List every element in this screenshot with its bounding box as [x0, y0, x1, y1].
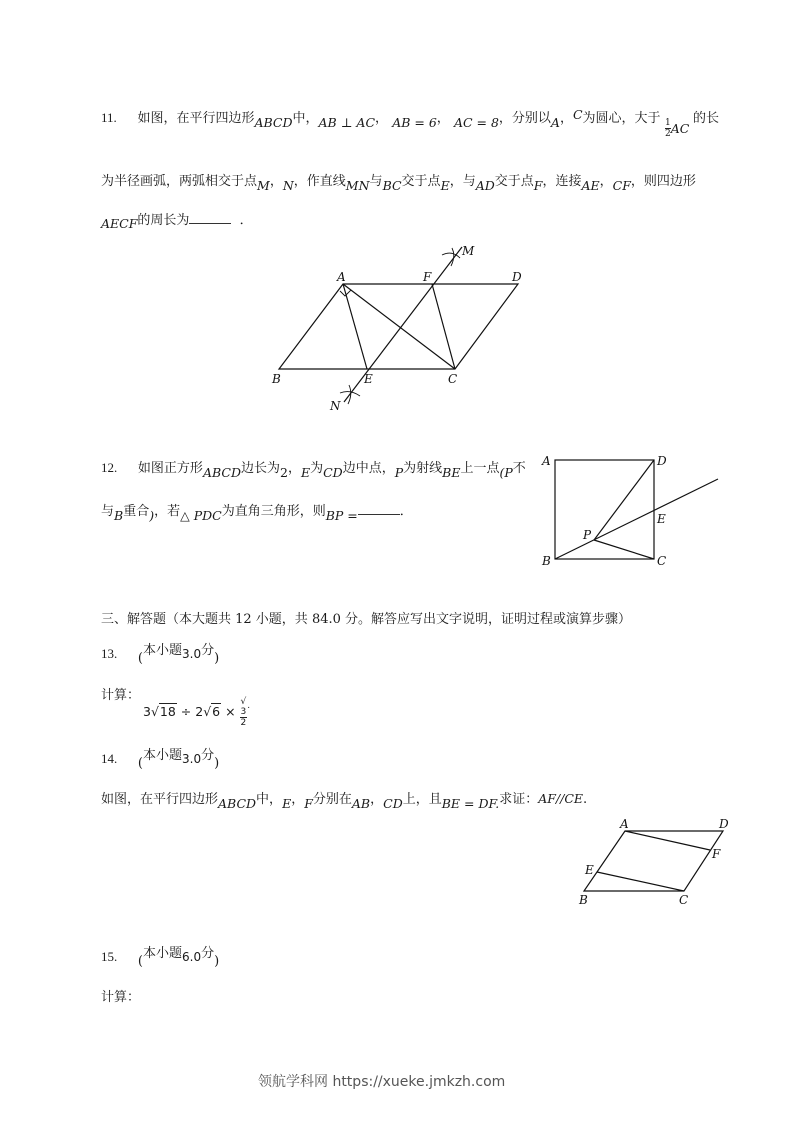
q13-expression: 3√18 ÷ 2√6 × √ 3 2 .: [143, 697, 251, 728]
label-d: D: [512, 270, 522, 284]
q11-line2: 为半径画弧，两弧相交于点M，N，作直线MN与BC交于点E，与AD交于点F，连接AE，CF，则四边形: [101, 174, 696, 193]
label-n: N: [330, 399, 341, 413]
label-f: F: [712, 847, 721, 861]
q11-line1-end: 的长: [693, 111, 720, 126]
label-a: A: [542, 454, 551, 468]
section-heading: 三、解答题（本大题共 12 小题，共 84.0 分。解答应写出文字说明，证明过程或演算步骤）: [101, 612, 632, 627]
answer-blank: [358, 504, 400, 515]
q14-statement: 如图，在平行四边形ABCD中，E，F分别在AB，CD上，且BE = DF.求证：AF//CE.: [101, 791, 588, 811]
q12-line1: 12. 如图正方形ABCD边长为2，E为CD边中点，P为射线BE上一点(P不: [101, 460, 526, 480]
label-e: E: [364, 372, 373, 386]
label-d: D: [719, 817, 729, 831]
q14-parallelogram-figure: [570, 810, 740, 910]
q11-line3: AECF的周长为 ．: [101, 213, 253, 231]
label-c: C: [679, 893, 689, 907]
q11-parallelogram-figure: [0, 0, 793, 430]
q15-header: 15. (本小题6.0分): [101, 946, 220, 969]
label-c: C: [448, 372, 458, 386]
label-f: F: [423, 270, 432, 284]
label-a: A: [620, 817, 629, 831]
label-b: B: [272, 372, 281, 386]
label-e: E: [585, 863, 594, 877]
q12-line2: 与B重合)，若△ PDC为直角三角形，则BP = ．: [101, 504, 413, 523]
q13-header: 13. (本小题3.0分): [101, 643, 220, 666]
label-a: A: [337, 270, 346, 284]
q12-square-figure: [530, 445, 730, 580]
footer-watermark: 领航学科网 https://xueke.jmkzh.com: [258, 1074, 506, 1090]
q15-prompt: 计算：: [101, 990, 141, 1005]
q11-line1: 11. 如图，在平行四边形ABCD中，AB ⊥ AC， AB = 6， AC = 8，分别以A，C为圆心，大于: [101, 107, 661, 130]
q14-header: 14. (本小题3.0分): [101, 748, 220, 771]
label-c: C: [657, 554, 667, 568]
label-m: M: [462, 244, 475, 258]
label-b: B: [579, 893, 588, 907]
label-e: E: [657, 512, 666, 526]
label-p: P: [583, 528, 592, 542]
label-b: B: [542, 554, 551, 568]
q13-prompt: 计算：: [101, 688, 141, 703]
label-d: D: [657, 454, 667, 468]
q11-half-ac: $\frac{1}{2}$ AC: [665, 118, 690, 139]
